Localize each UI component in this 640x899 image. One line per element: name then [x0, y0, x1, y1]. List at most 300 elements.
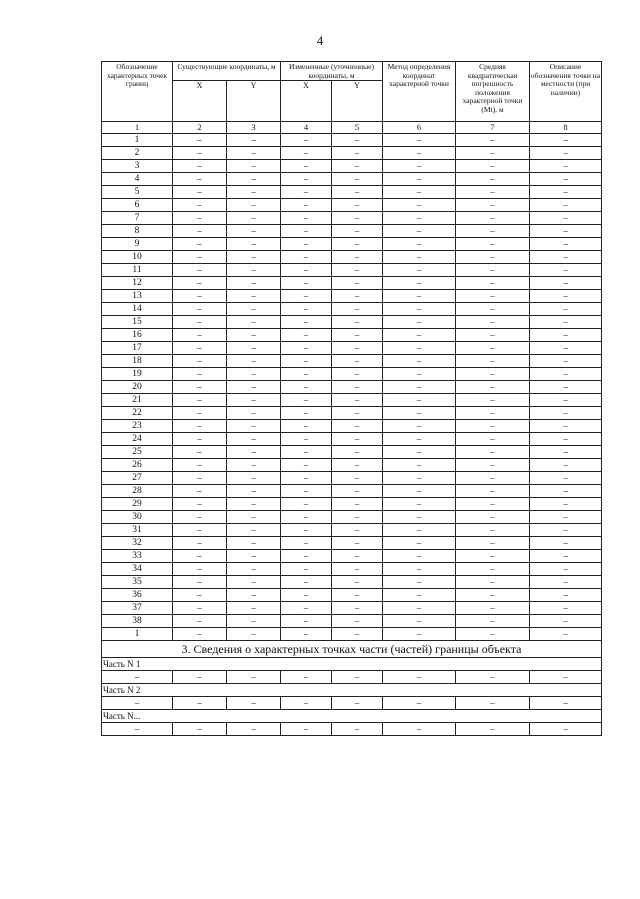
table-row — [102, 264, 602, 277]
dash-cell: – — [281, 342, 332, 355]
part-label: Часть N 2 — [102, 684, 602, 697]
dash-cell: – — [456, 134, 530, 147]
dash-cell: – — [281, 355, 332, 368]
header-point-designation: Обозначение характерных точек границ — [102, 62, 173, 122]
dash-cell: – — [281, 160, 332, 173]
dash-cell: – — [383, 602, 456, 615]
table-row — [102, 173, 602, 186]
header-y-changed: Y — [332, 81, 383, 122]
dash-cell: – — [456, 485, 530, 498]
dash-cell: – — [383, 160, 456, 173]
dash-cell: – — [456, 433, 530, 446]
dash-cell: – — [281, 407, 332, 420]
point-number-cell: 26 — [102, 459, 173, 472]
dash-cell: – — [281, 212, 332, 225]
dash-cell: – — [281, 628, 332, 641]
dash-cell: – — [173, 524, 227, 537]
dash-cell: – — [227, 459, 281, 472]
dash-cell: – — [530, 238, 602, 251]
point-number-cell: 28 — [102, 485, 173, 498]
dash-cell: – — [281, 537, 332, 550]
dash-cell: – — [530, 407, 602, 420]
table-row — [102, 472, 602, 485]
dash-cell: – — [227, 355, 281, 368]
table-row — [102, 615, 602, 628]
point-number-cell: 17 — [102, 342, 173, 355]
dash-cell: – — [383, 433, 456, 446]
dash-cell: – — [383, 368, 456, 381]
dash-cell: – — [530, 251, 602, 264]
header-changed-coordinates: Измененные (уточненные) координаты, м — [281, 62, 383, 81]
dash-cell: – — [227, 446, 281, 459]
dash-cell: – — [332, 199, 383, 212]
table-row — [102, 160, 602, 173]
table-row — [102, 238, 602, 251]
dash-cell: – — [383, 671, 456, 684]
dash-cell: – — [102, 671, 173, 684]
dash-cell: – — [281, 697, 332, 710]
point-number-cell: 14 — [102, 303, 173, 316]
dash-cell: – — [530, 134, 602, 147]
dash-cell: – — [281, 524, 332, 537]
dash-cell: – — [332, 723, 383, 736]
table-row — [102, 511, 602, 524]
dash-cell: – — [383, 420, 456, 433]
table-row — [102, 602, 602, 615]
point-number-cell: 7 — [102, 212, 173, 225]
dash-cell: – — [456, 251, 530, 264]
table-row — [102, 589, 602, 602]
part-data-row — [102, 671, 602, 684]
header-description: Описание обозначения точки на местности (при наличии) — [530, 62, 602, 122]
dash-cell: – — [383, 472, 456, 485]
dash-cell: – — [281, 446, 332, 459]
dash-cell: – — [173, 225, 227, 238]
dash-cell: – — [456, 147, 530, 160]
point-number-cell: 18 — [102, 355, 173, 368]
dash-cell: – — [102, 723, 173, 736]
table-row — [102, 381, 602, 394]
dash-cell: – — [281, 671, 332, 684]
column-number: 2 — [173, 122, 227, 134]
dash-cell: – — [530, 199, 602, 212]
dash-cell: – — [227, 225, 281, 238]
dash-cell: – — [332, 277, 383, 290]
point-number-cell: 24 — [102, 433, 173, 446]
table-row — [102, 433, 602, 446]
dash-cell: – — [173, 212, 227, 225]
dash-cell: – — [383, 394, 456, 407]
dash-cell: – — [530, 498, 602, 511]
dash-cell: – — [456, 576, 530, 589]
dash-cell: – — [227, 576, 281, 589]
dash-cell: – — [530, 615, 602, 628]
dash-cell: – — [456, 602, 530, 615]
dash-cell: – — [383, 329, 456, 342]
table-row — [102, 342, 602, 355]
dash-cell: – — [456, 628, 530, 641]
dash-cell: – — [383, 303, 456, 316]
dash-cell: – — [227, 186, 281, 199]
dash-cell: – — [456, 186, 530, 199]
dash-cell: – — [383, 697, 456, 710]
dash-cell: – — [530, 394, 602, 407]
page-number: 4 — [316, 33, 324, 48]
dash-cell: – — [383, 407, 456, 420]
dash-cell: – — [383, 225, 456, 238]
dash-cell: – — [173, 628, 227, 641]
column-number: 7 — [456, 122, 530, 134]
table-row — [102, 290, 602, 303]
dash-cell: – — [332, 602, 383, 615]
dash-cell: – — [456, 238, 530, 251]
dash-cell: – — [281, 264, 332, 277]
column-number: 5 — [332, 122, 383, 134]
dash-cell: – — [530, 472, 602, 485]
dash-cell: – — [456, 615, 530, 628]
dash-cell: – — [227, 407, 281, 420]
dash-cell: – — [530, 433, 602, 446]
dash-cell: – — [227, 615, 281, 628]
dash-cell: – — [173, 697, 227, 710]
table-body — [102, 122, 602, 736]
dash-cell: – — [332, 355, 383, 368]
dash-cell: – — [173, 394, 227, 407]
table-row — [102, 251, 602, 264]
dash-cell: – — [281, 225, 332, 238]
dash-cell: – — [227, 303, 281, 316]
dash-cell: – — [281, 368, 332, 381]
dash-cell: – — [173, 368, 227, 381]
table-row — [102, 407, 602, 420]
point-number-cell: 31 — [102, 524, 173, 537]
part-label-row — [102, 658, 602, 671]
dash-cell: – — [332, 381, 383, 394]
dash-cell: – — [456, 381, 530, 394]
dash-cell: – — [383, 173, 456, 186]
dash-cell: – — [383, 147, 456, 160]
dash-cell: – — [227, 134, 281, 147]
dash-cell: – — [383, 134, 456, 147]
dash-cell: – — [456, 368, 530, 381]
dash-cell: – — [227, 498, 281, 511]
dash-cell: – — [173, 563, 227, 576]
part-label-row — [102, 710, 602, 723]
dash-cell: – — [281, 485, 332, 498]
dash-cell: – — [383, 251, 456, 264]
table-row — [102, 485, 602, 498]
point-number-cell: 4 — [102, 173, 173, 186]
dash-cell: – — [227, 394, 281, 407]
dash-cell: – — [332, 472, 383, 485]
point-number-cell: 30 — [102, 511, 173, 524]
dash-cell: – — [456, 472, 530, 485]
dash-cell: – — [332, 303, 383, 316]
column-number: 4 — [281, 122, 332, 134]
dash-cell: – — [530, 303, 602, 316]
dash-cell: – — [530, 225, 602, 238]
dash-cell: – — [227, 485, 281, 498]
header-x-changed: X — [281, 81, 332, 122]
dash-cell: – — [173, 433, 227, 446]
dash-cell: – — [281, 589, 332, 602]
dash-cell: – — [281, 420, 332, 433]
dash-cell: – — [332, 498, 383, 511]
dash-cell: – — [173, 589, 227, 602]
table-row — [102, 186, 602, 199]
dash-cell: – — [281, 173, 332, 186]
dash-cell: – — [173, 615, 227, 628]
dash-cell: – — [227, 277, 281, 290]
dash-cell: – — [383, 277, 456, 290]
dash-cell: – — [456, 537, 530, 550]
dash-cell: – — [227, 329, 281, 342]
dash-cell: – — [227, 160, 281, 173]
dash-cell: – — [173, 186, 227, 199]
point-number-cell: 38 — [102, 615, 173, 628]
dash-cell: – — [173, 671, 227, 684]
dash-cell: – — [530, 550, 602, 563]
dash-cell: – — [456, 303, 530, 316]
point-number-cell: 23 — [102, 420, 173, 433]
dash-cell: – — [281, 433, 332, 446]
dash-cell: – — [281, 602, 332, 615]
dash-cell: – — [227, 671, 281, 684]
point-number-cell: 9 — [102, 238, 173, 251]
dash-cell: – — [530, 602, 602, 615]
dash-cell: – — [173, 342, 227, 355]
dash-cell: – — [456, 563, 530, 576]
dash-cell: – — [530, 264, 602, 277]
dash-cell: – — [383, 212, 456, 225]
dash-cell: – — [383, 381, 456, 394]
table-row — [102, 446, 602, 459]
table-row — [102, 199, 602, 212]
dash-cell: – — [173, 550, 227, 563]
dash-cell: – — [102, 697, 173, 710]
dash-cell: – — [332, 550, 383, 563]
dash-cell: – — [383, 498, 456, 511]
dash-cell: – — [530, 277, 602, 290]
dash-cell: – — [456, 173, 530, 186]
dash-cell: – — [456, 589, 530, 602]
dash-cell: – — [227, 472, 281, 485]
dash-cell: – — [530, 355, 602, 368]
dash-cell: – — [332, 407, 383, 420]
dash-cell: – — [332, 671, 383, 684]
dash-cell: – — [530, 697, 602, 710]
dash-cell: – — [530, 342, 602, 355]
dash-cell: – — [281, 199, 332, 212]
dash-cell: – — [332, 251, 383, 264]
boundary-points-table — [101, 61, 602, 736]
dash-cell: – — [383, 316, 456, 329]
dash-cell: – — [530, 160, 602, 173]
dash-cell: – — [227, 368, 281, 381]
dash-cell: – — [173, 723, 227, 736]
dash-cell: – — [383, 628, 456, 641]
dash-cell: – — [227, 420, 281, 433]
dash-cell: – — [530, 212, 602, 225]
dash-cell: – — [173, 238, 227, 251]
dash-cell: – — [456, 511, 530, 524]
dash-cell: – — [281, 472, 332, 485]
dash-cell: – — [281, 134, 332, 147]
dash-cell: – — [281, 329, 332, 342]
dash-cell: – — [281, 316, 332, 329]
table-row — [102, 576, 602, 589]
dash-cell: – — [383, 446, 456, 459]
point-number-cell: 13 — [102, 290, 173, 303]
dash-cell: – — [383, 511, 456, 524]
point-number-cell: 22 — [102, 407, 173, 420]
dash-cell: – — [332, 433, 383, 446]
dash-cell: – — [530, 173, 602, 186]
dash-cell: – — [173, 459, 227, 472]
dash-cell: – — [383, 238, 456, 251]
dash-cell: – — [383, 563, 456, 576]
dash-cell: – — [173, 251, 227, 264]
dash-cell: – — [456, 394, 530, 407]
point-number-cell: 2 — [102, 147, 173, 160]
dash-cell: – — [456, 420, 530, 433]
dash-cell: – — [173, 160, 227, 173]
dash-cell: – — [456, 407, 530, 420]
dash-cell: – — [281, 303, 332, 316]
table-row — [102, 368, 602, 381]
dash-cell: – — [530, 485, 602, 498]
dash-cell: – — [332, 316, 383, 329]
header-existing-coordinates: Существующие координаты, м — [173, 62, 281, 81]
dash-cell: – — [173, 329, 227, 342]
dash-cell: – — [332, 446, 383, 459]
dash-cell: – — [456, 524, 530, 537]
dash-cell: – — [456, 290, 530, 303]
dash-cell: – — [530, 446, 602, 459]
dash-cell: – — [173, 147, 227, 160]
table-row — [102, 498, 602, 511]
part-data-row — [102, 723, 602, 736]
table-row — [102, 420, 602, 433]
dash-cell: – — [173, 602, 227, 615]
dash-cell: – — [227, 342, 281, 355]
point-number-cell: 19 — [102, 368, 173, 381]
dash-cell: – — [383, 199, 456, 212]
dash-cell: – — [332, 212, 383, 225]
point-number-cell: 1 — [102, 134, 173, 147]
dash-cell: – — [456, 550, 530, 563]
dash-cell: – — [383, 186, 456, 199]
dash-cell: – — [173, 277, 227, 290]
dash-cell: – — [530, 186, 602, 199]
dash-cell: – — [227, 316, 281, 329]
table-row — [102, 134, 602, 147]
point-number-cell: 8 — [102, 225, 173, 238]
point-number-cell: 33 — [102, 550, 173, 563]
dash-cell: – — [227, 563, 281, 576]
dash-cell: – — [530, 381, 602, 394]
dash-cell: – — [332, 537, 383, 550]
dash-cell: – — [281, 394, 332, 407]
dash-cell: – — [173, 290, 227, 303]
dash-cell: – — [281, 498, 332, 511]
dash-cell: – — [456, 199, 530, 212]
dash-cell: – — [227, 199, 281, 212]
point-number-cell: 16 — [102, 329, 173, 342]
dash-cell: – — [227, 264, 281, 277]
table-row — [102, 225, 602, 238]
point-number-cell: 20 — [102, 381, 173, 394]
dash-cell: – — [281, 576, 332, 589]
header-method: Метод определения координат характерной точки — [383, 62, 456, 122]
dash-cell: – — [281, 251, 332, 264]
table-row — [102, 316, 602, 329]
dash-cell: – — [173, 446, 227, 459]
dash-cell: – — [227, 238, 281, 251]
dash-cell: – — [227, 697, 281, 710]
dash-cell: – — [383, 615, 456, 628]
dash-cell: – — [332, 394, 383, 407]
dash-cell: – — [530, 147, 602, 160]
dash-cell: – — [530, 459, 602, 472]
table-row — [102, 459, 602, 472]
dash-cell: – — [530, 723, 602, 736]
dash-cell: – — [227, 511, 281, 524]
dash-cell: – — [456, 697, 530, 710]
dash-cell: – — [530, 329, 602, 342]
column-number: 1 — [102, 122, 173, 134]
point-number-cell: 27 — [102, 472, 173, 485]
part-label-row — [102, 684, 602, 697]
point-number-cell: 34 — [102, 563, 173, 576]
point-number-cell: 12 — [102, 277, 173, 290]
column-number: 3 — [227, 122, 281, 134]
header-y-existing: Y — [227, 81, 281, 122]
dash-cell: – — [227, 290, 281, 303]
table-row — [102, 212, 602, 225]
point-number-cell: 6 — [102, 199, 173, 212]
dash-cell: – — [173, 316, 227, 329]
dash-cell: – — [227, 433, 281, 446]
point-number-cell: 29 — [102, 498, 173, 511]
dash-cell: – — [530, 524, 602, 537]
dash-cell: – — [383, 537, 456, 550]
dash-cell: – — [530, 511, 602, 524]
dash-cell: – — [530, 576, 602, 589]
dash-cell: – — [281, 277, 332, 290]
point-number-cell: 36 — [102, 589, 173, 602]
table-row — [102, 147, 602, 160]
table-row — [102, 303, 602, 316]
dash-cell: – — [332, 264, 383, 277]
dash-cell: – — [456, 225, 530, 238]
dash-cell: – — [173, 303, 227, 316]
dash-cell: – — [281, 186, 332, 199]
header-error: Средняя квадратическая погрешность положения характерной точки (Mt), м — [456, 62, 530, 122]
point-number-cell: 15 — [102, 316, 173, 329]
dash-cell: – — [173, 264, 227, 277]
dash-cell: – — [332, 225, 383, 238]
dash-cell: – — [530, 563, 602, 576]
point-number-cell: 32 — [102, 537, 173, 550]
dash-cell: – — [456, 329, 530, 342]
part-label: Часть N 1 — [102, 658, 602, 671]
table-row — [102, 537, 602, 550]
header-x-existing: X — [173, 81, 227, 122]
header-row — [102, 62, 602, 81]
dash-cell: – — [456, 723, 530, 736]
dash-cell: – — [332, 524, 383, 537]
